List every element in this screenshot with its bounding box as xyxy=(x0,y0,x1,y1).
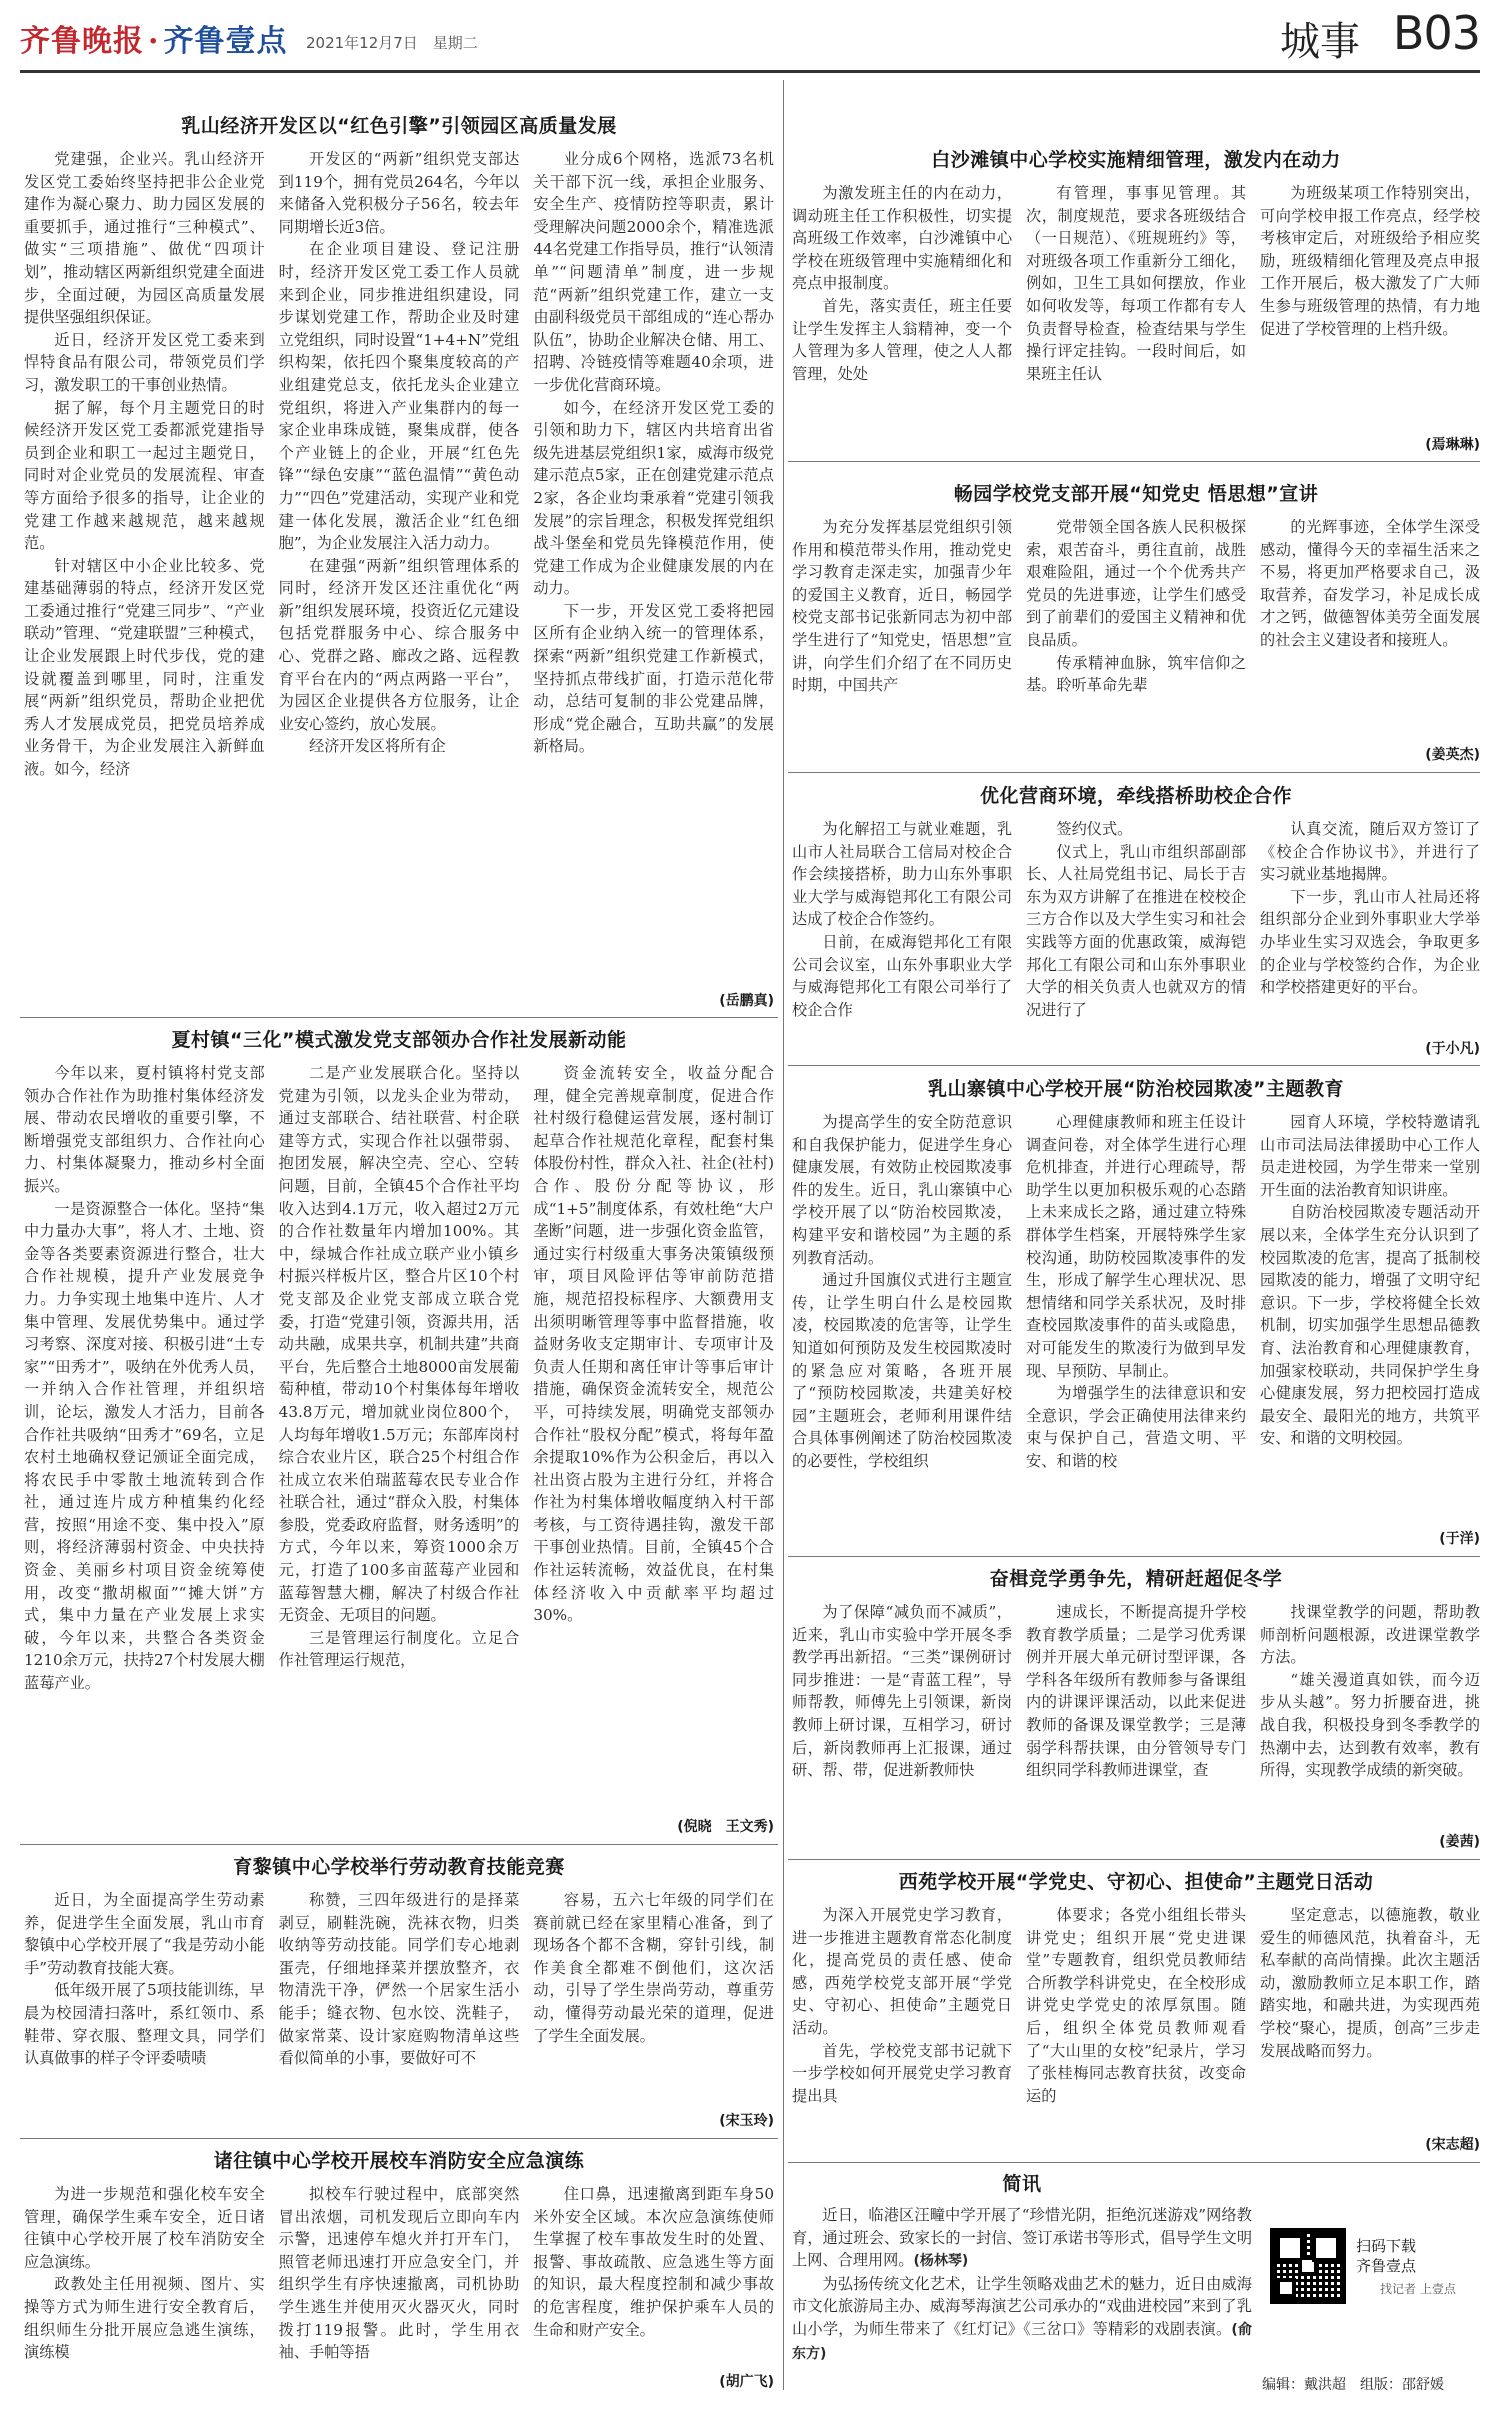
article-column: 签约仪式。 仪式上，乳山市组织部副部长、人社局党组书记、局长于吉东为双方讲解了在推进在校校企三方合作以及大学生实习和社会实践等方面的优惠政策，威海铠邦化工有限公司和山东外事职业大学的相关负责人也就双方的情况进行了 xyxy=(1026,820,1246,1019)
center-column-divider xyxy=(783,80,784,2390)
divider-right-1 xyxy=(788,461,1480,462)
article-byline: (于洋) xyxy=(1433,1528,1480,1548)
brief-text: 为弘扬传统文化艺术，让学生领略戏曲艺术的魅力，近日由威海市文化旅游局主办、威海琴海演艺公司承办的“戏曲进校园”来到了乳山小学，为师生带来了《红灯记》《三岔口》等精彩的戏剧表演。 xyxy=(792,2274,1252,2338)
article-column: 速成长，不断提高提升学校教育教学质量；二是学习优秀课例并开展大单元研讨型评课，各学科各年级所有教师参与备课组内的讲课评课活动，以此来促进教师的备课及课堂教学；三是薄弱学科帮扶课，由分管领导专门组织同学科教师进课堂，查 xyxy=(1026,1603,1246,1780)
newspaper-logo: 齐鲁晚报 · 齐鲁壹点 xyxy=(20,24,288,59)
article-column: 二是产业发展联合化。坚持以党建为引领，以龙头企业为带动，通过支部联合、结社联营、村企联建等方式，实现合作社以强带弱、抱团发展，解决空壳、空心、空转问题，目前，全镇45个合作社平均收入达到4.1万元，收入超过2万元的合作社数量年内增加100%。其中，绿城合作社成立联产业小镇乡村振兴样板片区，整合片区10个村党支部及企业党支部成立联合党委，打造“党建引领，资源共用，活动共融，成果共享，机制共建”共商平台，先后整合土地8000亩发展葡萄种植，带动10个村集体每年增收43.8万元，增加就业岗位800个，人均每年增收1.5万元；东部库岗村综合农业片区，联合25个村组合作社成立农米伯瑞蓝莓农民专业合作社联合社，通过“群众入股，村集体参股，党委政府监督，财务透明”的方式，今年以来，筹资1000余万元，打造了100多亩蓝莓产业园和蓝莓智慧大棚，解决了村级合作社无资金、无项目的问题。 三是管理运行制度化。立足合作社管理运行规范， xyxy=(278,1064,520,1670)
article-column: 心理健康教师和班主任设计调查问卷，对全体学生进行心理危机排查，并进行心理疏导，帮助学生以更加积极乐观的心态踏上未来成长之路，通过建立特殊群体学生档案，开展特殊学生家校沟通，助防校园欺凌事件的发生，形成了解学生心理状况、思想情绪和同学关系状况，及时排查校园欺凌事件的苗头或隐患，对可能发生的欺凌行为做到早发现、早预防、早制止。 为增强学生的法律意识和安全意识，学会正确使用法律来约束与保护自己，营造文明、平安、和谐的校 xyxy=(1026,1113,1246,1470)
divider-right-4 xyxy=(788,1556,1480,1557)
editors-credit: 编辑：戴洪超 组版：邵舒媛 xyxy=(1262,2377,1444,2393)
brief-byline: (俞东方) xyxy=(792,2321,1252,2362)
article-b3 xyxy=(792,780,1480,1060)
article-title: 乳山经济开发区以“红色引擎”引领园区高质量发展 xyxy=(181,115,617,137)
divider-right-3 xyxy=(788,1065,1480,1066)
article-column: 资金流转安全，收益分配合理，健全完善规章制度，促进合作社村级行稳健运营发展，逐村制订起草合作社规范化章程，配套村集体股份村性，群众入社、社企(社村)合作、股份分配等协议，形成“1+5”制度体系，有效杜绝“大户垄断”问题，进一步强化资金监管，通过实行村级重大事务决策镇级预审，项目风险评估等审前防范措施，规范招投标程序、大额费用支出须明晰管理等事中监督措施，收益财务收支定期审计、专项审计及负责人任期和离任审计等事后审计措施，确保资金流转安全，规范公平，可持续发展，明确党支部领办合作社“股权分配”模式，将每年盈余提取10%作为公积金后，再以入社出资占股为主进行分红，并将合作社为村集体增收幅度纳入村干部考核，与工资待遇挂钩，激发干部干事创业热情。目前，全镇45个合作社运转流畅，效益优良，在村集体经济收入中贡献率平均超过30%。 xyxy=(533,1064,774,1625)
article-column: 园育人环境，学校特邀请乳山市司法局法律援助中心工作人员走进校园，为学生带来一堂别开生面的法治教育知识讲座。 自防治校园欺凌专题活动开展以来，全体学生充分认识到了校园欺凌的危害，提高了抵制校园欺凌的能力，增强了文明守纪意识。下一步，学校将健全长效机制，切实加强学生思想品德教育、法治教育和心理健康教育，加强家校联动，共同保护学生身心健康发展，努力把校园打造成最安全、最阳光的地方，共筑平安、和谐的文明校园。 xyxy=(1260,1113,1480,1448)
article-column: 为充分发挥基层党组织引领作用和模范带头作用，推动党史学习教育走深走实，加强青少年的爱国主义教育，近日，畅园学校党支部书记张新同志为初中部学生进行了“知党史，悟思想”宣讲，向学生们介绍了在不同历史时期，中国共产 xyxy=(792,518,1012,695)
article-b2 xyxy=(792,478,1480,766)
article-column: 有管理，事事见管理。其次，制度规范，要求各班级结合（一日规范）、《班规班约》等，对班级各项工作重新分工细化，例如，卫生工具如何摆放，作业如何收发等，每项工作都有专人负责督导检查，检查结果与学生操行评定挂钩。一段时间后，如果班主任认 xyxy=(1026,184,1246,383)
divider-left-3 xyxy=(20,2138,778,2139)
article-column: 容易，五六七年级的同学们在赛前就已经在家里精心准备，到了现场各个都不含糊，穿针引线，制作美食全都难不倒他们，这次活动，引导了学生崇尚劳动，尊重劳动，懂得劳动最光荣的道理，促进了学生全面发展。 xyxy=(533,1891,774,2045)
article-title: 乳山寨镇中心学校开展“防治校园欺凌”主题教育 xyxy=(928,1078,1344,1100)
brief-item xyxy=(792,2273,1252,2365)
qr-subcaption: 找记者 上壹点 xyxy=(1380,2282,1456,2296)
article-b1 xyxy=(792,144,1480,456)
article-column: 称赞，三四年级进行的是择菜剥豆，刷鞋洗碗，洗袜衣物，归类收纳等劳动技能。同学们专心地剥蛋壳，仔细地择菜并摆放整齐，衣物清洗干净，俨然一个居家生活小能手；缝衣物、包水饺、洗鞋子，做家常菜、设计家庭购物清单这些看似简单的小事，要做好可不 xyxy=(278,1891,520,2068)
divider-right-2 xyxy=(788,772,1480,773)
article-title: 畅园学校党支部开展“知党史 悟思想”宣讲 xyxy=(953,483,1319,505)
article-a3 xyxy=(24,1851,774,2132)
article-column: 党建强，企业兴。乳山经济开发区党工委始终坚持把非公企业党建作为凝心聚力、助力园区发展的重要抓手，通过推行“三种模式”、做实“三项措施”、做优“四项计划”，推动辖区两新组织党建全面进步，全面过硬，为园区高质量发展提供坚强组织保证。 近日，经济开发区党工委来到悍特食品有限公司，带领党员们学习，激发职工的干事创业热情。 据了解，每个月主题党日的时候经济开发区党工委都派党建指导员到企业和职工一起过主题党日，同时对企业党员的发展流程、审查等方面给予很多的指导，让企业的党建工作越来越规范，越来越规范。 针对辖区中小企业比较多、党建基础薄弱的特点，经济开发区党工委通过推行“党建三同步”、“产业联动”管理、“党建联盟”三种模式，让企业发展跟上时代步伐，党的建设就覆盖到哪里，同时，注重发展“两新”组织党员，帮助企业把优秀人才发展成党员，把党员培养成业务骨干，为企业发展注入新鲜血液。如今，经济 xyxy=(24,150,265,779)
article-column: 为了保障“减负而不减质”，近来，乳山市实验中学开展冬季教学再出新招。“三类”课例研讨同步推进：一是“青蓝工程”，导师帮教，师傅先上引领课，新岗教师上研讨课，互相学习，研讨后，新岗教师再上汇报课，通过研、帮、带，促进新教师快 xyxy=(792,1603,1012,1780)
qr-caption-line2: 齐鲁壹点 xyxy=(1356,2257,1417,2275)
app-name: 齐鲁壹点 xyxy=(163,24,288,59)
brief-text: 近日，临港区汪疃中学开展了“珍惜光阴，拒绝沉迷游戏”网络教育，通过班会、致家长的一封信、签订承诺书等形式，倡导学生文明上网、合理用网。 xyxy=(792,2206,1252,2270)
article-column: 拟校车行驶过程中，底部突然冒出浓烟，司机发现后立即向车内示警，迅速停车熄火并打开车门，照管老师迅速打开应急安全门，并组织学生有序快速撤离，司机协助学生逃生并使用灭火器灭火，同时拨打119报警。此时，学生用衣袖、手帕等捂 xyxy=(278,2185,520,2362)
issue-date: 2021年12月7日 星期二 xyxy=(306,34,478,52)
article-b6 xyxy=(792,1866,1480,2156)
article-column: 体要求；各党小组组长带头讲党史；组织开展“党史进课堂”专题教育，组织党员教师结合所教学科讲党史，在全校形成讲党史学党史的浓厚氛围。随后，组织全体党员教师观看了“大山里的女校”纪录片，学习了张桂梅同志教育扶贫，改变命运的 xyxy=(1026,1906,1246,2105)
qr-caption xyxy=(1356,2236,1416,2276)
app-qr-code[interactable] xyxy=(1270,2228,1346,2304)
article-byline: (焉琳琳) xyxy=(1419,434,1480,454)
masthead xyxy=(0,0,1500,70)
article-column: 开发区的“两新”组织党支部达到119个，拥有党员264名，今年以来储备入党积极分子56名，较去年同期增长近3倍。 在企业项目建设、登记注册时，经济开发区党工委工作人员就来到企业，同步推进组织建设，同步谋划党建工作，帮助企业及时建立党组织，同时设置“1+4+N”党组织构架，依托四个聚集度较高的产业组建党总支，依托龙头企业建立党组织，将进入产业集群内的每一家企业串珠成链，聚集成群，使各个产业链上的企业，开展“红色先锋”“绿色安康”“蓝色温情”“黄色动力”“四色”党建活动，实现产业和党建一体化发展，激活企业“红色细胞”，为企业发展注入活力动力。 在建强“两新”组织管理体系的同时，经济开发区还注重优化“两新”组织发展环境，投资近亿元建设包括党群服务中心、综合服务中心、党群之路、廊改之路、远程教育平台在内的“两点两路一平台”，为园区企业提供各方位服务，让企业安心签约，放心发展。 经济开发区将所有企 xyxy=(278,150,520,756)
article-column: 的光辉事迹，全体学生深受感动，懂得今天的幸福生活来之不易，将更加严格要求自己，汲取营养，奋发学习，补足成长成才之钙，做德智体美劳全面发展的社会主义建设者和接班人。 xyxy=(1260,518,1480,649)
article-byline: (岳鹏真) xyxy=(713,990,774,1010)
article-byline: (胡广飞) xyxy=(713,2371,774,2391)
article-column: 为进一步规范和强化校车安全管理，确保学生乘车安全，近日诸往镇中心学校开展了校车消防安全应急演练。 政教处主任用视频、图片、实操等方式为师生进行安全教育后，组织师生分批开展应急逃生演练，演练模 xyxy=(24,2185,265,2362)
article-column: 为班级某项工作特别突出，可向学校申报工作亮点，经学校考核审定后，对班级给予相应奖励，班级精细化管理及亮点申报工作开展后，极大激发了广大师生参与班级管理的热情，有力地促进了学校管理的上档升级。 xyxy=(1260,184,1480,338)
article-a4 xyxy=(24,2145,774,2393)
brief-item xyxy=(792,2204,1252,2273)
article-title: 奋楫竞学勇争先，精研赶超促冬学 xyxy=(989,1568,1283,1590)
divider-right-5 xyxy=(788,1859,1480,1860)
article-title: 简讯 xyxy=(1002,2173,1042,2195)
article-title: 诸往镇中心学校开展校车消防安全应急演练 xyxy=(213,2150,585,2172)
article-a2 xyxy=(24,1024,774,1838)
article-column: 为化解招工与就业难题，乳山市人社局联合工信局对校企合作会续接搭桥，助力山东外事职业大学与威海铠邦化工有限公司达成了校企合作签约。 日前，在威海铠邦化工有限公司会议室，山东外事职业大学与威海铠邦化工有限公司举行了校企合作 xyxy=(792,820,1012,1019)
article-byline: (倪晓 王文秀) xyxy=(671,1816,774,1836)
article-column: 近日，为全面提高学生劳动素养，促进学生全面发展，乳山市育黎镇中心学校开展了“我是劳动小能手”劳动教育技能大赛。 低年级开展了5项技能训练，早晨为校园清扫落叶，系红领巾、系鞋带、穿衣服、整理文具，同学们认真做事的样子令评委啧啧 xyxy=(24,1891,265,2068)
article-title: 育黎镇中心学校举行劳动教育技能竞赛 xyxy=(233,1856,565,1878)
article-a1 xyxy=(24,110,774,1012)
article-byline: (宋志超) xyxy=(1419,2134,1480,2154)
article-column: 住口鼻，迅速撤离到距车身50米外安全区域。本次应急演练使师生掌握了校车事故发生时的处置、报警、事故疏散、应急逃生等方面的知识，最大程度控制和减少事故的危害程度，维护保护乘车人员的生命和财产安全。 xyxy=(533,2185,774,2339)
divider-left-2 xyxy=(20,1844,778,1845)
article-byline: (宋玉玲) xyxy=(713,2110,774,2130)
article-briefs xyxy=(792,2168,1252,2398)
brief-byline: (杨林琴) xyxy=(913,2253,969,2270)
article-column: 为深入开展党史学习教育，进一步推进主题教育常态化制度化，提高党员的责任感、使命感，西苑学校党支部开展“学党史、守初心、担使命”主题党日活动。 首先，学校党支部书记就下一步学校如何开展党史学习教育提出具 xyxy=(792,1906,1012,2105)
masthead-rule xyxy=(20,70,1480,73)
article-title: 白沙滩镇中心学校实施精细管理，激发内在动力 xyxy=(931,149,1341,171)
article-b5 xyxy=(792,1563,1480,1853)
paper-name: 齐鲁晚报 xyxy=(20,24,144,59)
article-title: 夏村镇“三化”模式激发党支部领办合作社发展新动能 xyxy=(171,1029,627,1051)
article-column: 党带领全国各族人民积极探索，艰苦奋斗，勇往直前，战胜艰难险阻，通过一个个优秀共产党员的先进事迹，让学生们感受到了前辈们的爱国主义精神和优良品质。 传承精神血脉，筑牢信仰之基。聆听革命先辈 xyxy=(1026,518,1246,695)
section-name: 城事 xyxy=(1280,19,1360,65)
article-byline: (姜茜) xyxy=(1433,1831,1480,1851)
qr-caption-line1: 扫码下载 xyxy=(1356,2237,1417,2255)
divider-right-6 xyxy=(788,2162,1480,2163)
article-byline: (于小凡) xyxy=(1419,1038,1480,1058)
article-column: 为激发班主任的内在动力，调动班主任工作积极性，切实提高班级工作效率，白沙滩镇中心学校在班级管理中实施精细化和亮点申报制度。 首先，落实责任，班主任要让学生发挥主人翁精神，变一个人管理为多人管理，使之人人都管理，处处 xyxy=(792,184,1012,383)
article-column: 认真交流，随后双方签订了《校企合作协议书》，并进行了实习就业基地揭牌。 下一步，乳山市人社局还将组织部分企业到外事职业大学举办毕业生实习双选会，争取更多的企业与学校签约合作，为企业和学校搭建更好的平台。 xyxy=(1260,820,1480,997)
article-byline: (姜英杰) xyxy=(1419,744,1480,764)
article-title: 西苑学校开展“学党史、守初心、担使命”主题党日活动 xyxy=(898,1871,1374,1893)
article-column: 为提高学生的安全防范意识和自我保护能力，促进学生身心健康发展，有效防止校园欺凌事件的发生。近日，乳山寨镇中心学校开展了以“防治校园欺凌，构建平安和谐校园”为主题的系列教育活动。 通过升国旗仪式进行主题宣传，让学生明白什么是校园欺凌，校园欺凌的危害等，让学生知道如何预防及发生校园欺凌时的紧急应对策略，各班开展了“预防校园欺凌，共建美好校园”主题班会，老师利用课件结合具体事例阐述了防治校园欺凌的必要性，学校组织 xyxy=(792,1113,1012,1470)
article-column: 找课堂教学的问题，帮助教师剖析问题根源，改进课堂教学方法。 “雄关漫道真如铁，而今迈步从头越”。努力折腰奋进，挑战自我，积极投身到冬季教学的热潮中去，达到教有效率，教有所得，实现教学成绩的新突破。 xyxy=(1260,1603,1480,1780)
article-b4 xyxy=(792,1073,1480,1550)
article-column: 今年以来，夏村镇将村党支部领办合作社作为助推村集体经济发展、带动农民增收的重要引擎，不断增强党支部组织力、合作社向心力、村集体凝聚力，推动乡村全面振兴。 一是资源整合一体化。坚持“集中力量办大事”，将人才、土地、资金等各类要素资源进行整合，壮大合作社规模，提升产业发展竞争力。力争实现土地集中连片、人才集中管理、发展优势集中。通过学习考察、深度对接、积极引进“土专家”“田秀才”，吸纳在外优秀人员，一并纳入合作社管理，并组织培训，论坛，激发人才活力，目前各合作社共吸纳“田秀才”69名，立足农村土地确权登记颁证全面完成，将农民手中零散土地流转到合作社，通过连片成方种植集约化经营，按照“用途不变、集中投入”原则，将经济薄弱村资金、中央扶持资金、美丽乡村项目资金统筹使用，改变“撒胡椒面”“摊大饼”方式，集中力量在产业发展上求实破，今年以来，共整合各类资金1210余万元，扶持27个村发展大棚蓝莓产业。 xyxy=(24,1064,265,1693)
article-column: 业分成6个网格，选派73名机关干部下沉一线，承担企业服务、安全生产、疫情防控等职责，累计受理解决问题2000余个，精准选派44名党建工作指导员，推行“认领清单”“问题清单”制度，进一步规范“两新”组织党建工作，建立一支由副科级党员干部组成的“连心帮办队伍”，协助企业解决仓储、用工、招聘、冷链疫情等难题40余项，进一步优化营商环境。 如今，在经济开发区党工委的引领和助力下，辖区内共培育出省级先进基层党组织1家，威海市级党建示范点5家，正在创建党建示范点2家，各企业均秉承着“党建引领我发展”的宗旨理念，积极发挥党组织战斗堡垒和党员先锋模范作用，使党建工作成为企业健康发展的内在动力。 下一步，开发区党工委将把园区所有企业纳入统一的管理体系，探索“两新”组织党建工作新模式，坚持抓点带线扩面，打造示范化带动，总结可复制的非公党建品牌，形成“党企融合，互助共赢”的发展新格局。 xyxy=(533,150,774,756)
article-title: 优化营商环境，牵线搭桥助校企合作 xyxy=(979,785,1292,807)
divider-left-1 xyxy=(20,1017,778,1018)
page-number: B03 xyxy=(1392,6,1480,60)
article-column: 坚定意志，以德施教，敬业爱生的师德风范，执着奋斗，无私奉献的高尚情操。此次主题活动，激励教师立足本职工作，踏踏实地，和融共进，为实现西苑学校“聚心，提质，创高”三步走发展战略而努力。 xyxy=(1260,1906,1480,2060)
